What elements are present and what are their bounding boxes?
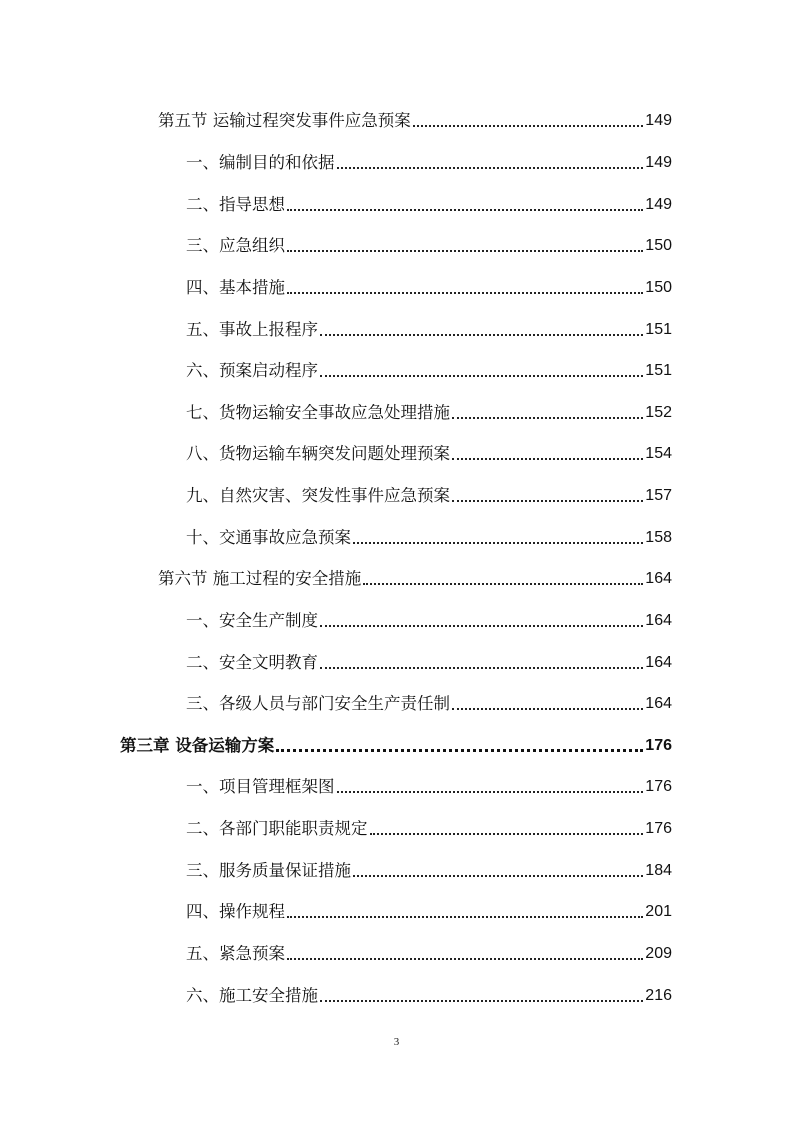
toc-entry-label: 五、事故上报程序 <box>186 320 318 339</box>
toc-entry-label: 九、自然灾害、突发性事件应急预案 <box>186 486 450 505</box>
toc-entry-page: 164 <box>645 612 672 629</box>
toc-entry-label: 二、各部门职能职责规定 <box>186 819 368 838</box>
dot-leader <box>413 111 644 131</box>
dot-leader <box>287 902 643 922</box>
toc-entry-page: 150 <box>645 279 672 296</box>
toc-entry-page: 201 <box>645 903 672 920</box>
toc-entry-page: 164 <box>645 654 672 671</box>
toc-entry[interactable] <box>186 809 672 839</box>
toc-entry-label: 四、基本措施 <box>186 278 285 297</box>
dot-leader <box>337 777 644 797</box>
toc-entry[interactable] <box>186 268 672 298</box>
toc-entry-page: 158 <box>645 529 672 546</box>
toc-entry-page: 176 <box>645 778 672 795</box>
toc-entry-page: 209 <box>645 945 672 962</box>
dot-leader <box>452 486 643 506</box>
toc-entry-label: 一、编制目的和依据 <box>186 153 335 172</box>
dot-leader <box>353 861 643 881</box>
toc-entry[interactable] <box>186 976 672 1006</box>
dot-leader <box>287 944 643 964</box>
toc-entry[interactable] <box>186 434 672 464</box>
dot-leader <box>320 361 643 381</box>
toc-entry[interactable] <box>186 226 672 256</box>
dot-leader <box>452 444 643 464</box>
toc-entry-label: 二、指导思想 <box>186 195 285 214</box>
toc-entry[interactable] <box>186 310 672 340</box>
dot-leader <box>353 528 643 548</box>
dot-leader <box>452 694 643 714</box>
dot-leader <box>320 320 643 340</box>
toc-entry-page: 149 <box>645 196 672 213</box>
toc-entry-page: 150 <box>645 237 672 254</box>
toc-entry[interactable] <box>186 351 672 381</box>
toc-entry-page: 164 <box>645 695 672 712</box>
toc-entry-label: 四、操作规程 <box>186 902 285 921</box>
dot-leader <box>363 569 643 589</box>
toc-entry-page: 149 <box>645 154 672 171</box>
toc-entry[interactable] <box>158 101 672 131</box>
toc-entry-label: 第三章 设备运输方案 <box>120 736 275 755</box>
dot-leader <box>320 653 643 673</box>
toc-entry-page: 151 <box>645 362 672 379</box>
toc-entry-label: 六、施工安全措施 <box>186 986 318 1005</box>
toc-entry-label: 五、紧急预案 <box>186 944 285 963</box>
toc-chapter-entry[interactable] <box>120 726 672 756</box>
toc-entry-page: 154 <box>645 445 672 462</box>
toc-entry-page: 157 <box>645 487 672 504</box>
toc-entry[interactable] <box>186 185 672 215</box>
toc-entry[interactable] <box>186 767 672 797</box>
toc-entry-page: 184 <box>645 862 672 879</box>
toc-entry[interactable] <box>186 684 672 714</box>
dot-leader <box>320 611 643 631</box>
toc-entry-page: 149 <box>645 112 672 129</box>
toc-entry[interactable] <box>186 518 672 548</box>
toc-entry[interactable] <box>158 559 672 589</box>
dot-leader <box>276 736 643 756</box>
toc-entry[interactable] <box>186 601 672 631</box>
toc-entry-page: 176 <box>645 737 672 754</box>
toc-entry[interactable] <box>186 476 672 506</box>
toc-entry-label: 一、项目管理框架图 <box>186 777 335 796</box>
toc-entry[interactable] <box>186 393 672 423</box>
toc-entry-label: 七、货物运输安全事故应急处理措施 <box>186 403 450 422</box>
toc-entry-label: 第五节 运输过程突发事件应急预案 <box>158 111 411 130</box>
toc-entry[interactable] <box>186 892 672 922</box>
dot-leader <box>287 195 643 215</box>
dot-leader <box>452 403 643 423</box>
toc-entry-page: 176 <box>645 820 672 837</box>
dot-leader <box>370 819 644 839</box>
toc-entry-label: 十、交通事故应急预案 <box>186 528 351 547</box>
toc-entry[interactable] <box>186 143 672 173</box>
toc-entry-label: 六、预案启动程序 <box>186 361 318 380</box>
dot-leader <box>320 986 643 1006</box>
dot-leader <box>287 278 643 298</box>
dot-leader <box>287 236 643 256</box>
toc-entry[interactable] <box>186 934 672 964</box>
page-number: 3 <box>393 1036 400 1048</box>
toc-entry-page: 216 <box>645 987 672 1004</box>
toc-entry-label: 一、安全生产制度 <box>186 611 318 630</box>
toc-entry-label: 三、各级人员与部门安全生产责任制 <box>186 694 450 713</box>
toc-entry-page: 164 <box>645 570 672 587</box>
toc-entry-page: 151 <box>645 321 672 338</box>
toc-entry-label: 三、应急组织 <box>186 236 285 255</box>
toc-entry-label: 二、安全文明教育 <box>186 653 318 672</box>
toc-entry-label: 第六节 施工过程的安全措施 <box>158 569 362 588</box>
toc-entry[interactable] <box>186 851 672 881</box>
toc-entry[interactable] <box>186 643 672 673</box>
dot-leader <box>337 153 644 173</box>
toc-entry-label: 八、货物运输车辆突发问题处理预案 <box>186 444 450 463</box>
toc-entry-page: 152 <box>645 404 672 421</box>
toc-entry-label: 三、服务质量保证措施 <box>186 861 351 880</box>
